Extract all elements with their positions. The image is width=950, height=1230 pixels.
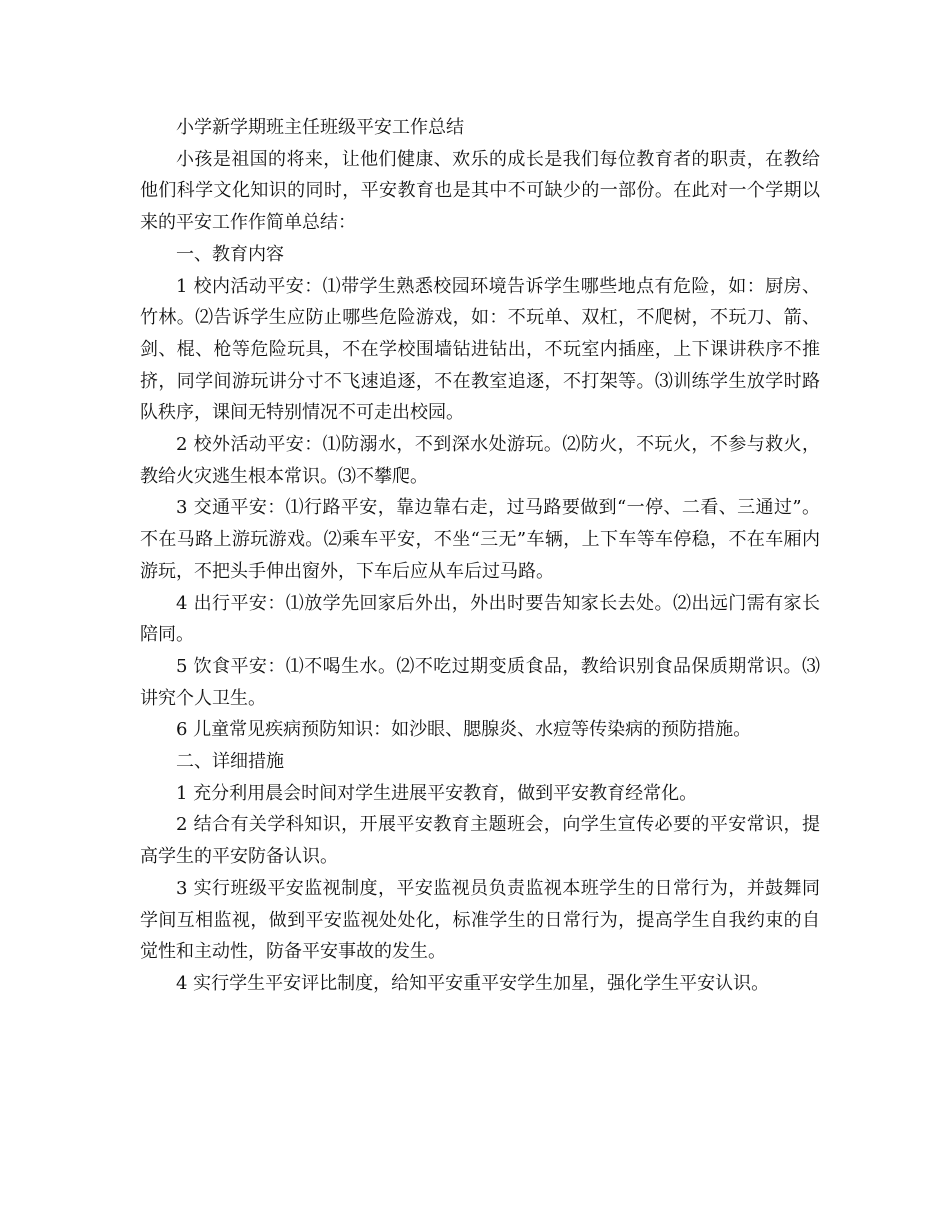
- document-title: 小学新学期班主任班级平安工作总结: [176, 117, 464, 138]
- paragraph-measure-2: 2 结合有关学科知识，开展平安教育主题班会，向学生宣传必要的平安常识，提高学生的平安防备认识。: [140, 814, 820, 868]
- paragraph-campus-safety: 1 校内活动平安：⑴带学生熟悉校园环境告诉学生哪些地点有危险，如：厨房、竹林。⑵告诉学生应防止哪些危险游戏，如：不玩单、双杠，不爬树，不玩刀、箭、剑、棍、枪等危险玩具，不在学校围墙钻进钻出，不玩室内插座，上下课讲秩序不推挤，同学间游玩讲分寸不飞速追逐，不在教室追逐，不打架等。⑶训练学生放学时路队秩序，课间无特别情况不可走出校园。: [140, 275, 820, 424]
- section-heading-measures: 二、详细措施: [176, 751, 284, 773]
- paragraph-food-safety: 5 饮食平安：⑴不喝生水。⑵不吃过期变质食品，教给识别食品保质期常识。⑶讲究个人卫生。: [140, 655, 820, 709]
- document-page: [140, 112, 820, 1000]
- paragraph-travel-safety: 4 出行平安：⑴放学先回家后外出，外出时要告知家长去处。⑵出远门需有家长陪同。: [140, 592, 820, 646]
- paragraph-measure-3: 3 实行班级平安监视制度，平安监视员负责监视本班学生的日常行为，并鼓舞同学间互相监视，做到平安监视处处化，标准学生的日常行为，提高学生自我约束的自觉性和主动性，防备平安事故的发生。: [140, 877, 820, 963]
- paragraph-traffic-safety: 3 交通平安：⑴行路平安，靠边靠右走，过马路要做到“一停、二看、三通过”。不在马路上游玩游戏。⑵乘车平安，不坐“三无”车辆，上下车等车停稳，不在车厢内游玩，不把头手伸出窗外，下车后应从车后过马路。: [140, 497, 820, 582]
- paragraph-disease-prevention: 6 儿童常见疾病预防知识：如沙眼、腮腺炎、水痘等传染病的预防措施。: [176, 719, 752, 741]
- paragraph-intro: 小孩是祖国的将来，让他们健康、欢乐的成长是我们每位教育者的职责，在教给他们科学文化知识的同时，平安教育也是其中不可缺少的一部份。在此对一个学期以来的平安工作作简单总结：: [140, 148, 820, 234]
- paragraph-measure-1: 1 充分利用晨会时间对学生进展平安教育，做到平安教育经常化。: [176, 782, 698, 804]
- section-heading-education-content: 一、教育内容: [176, 243, 284, 265]
- paragraph-measure-4: 4 实行学生平安评比制度，给知平安重平安学生加星，强化学生平安认识。: [176, 972, 770, 994]
- paragraph-outdoor-safety: 2 校外活动平安：⑴防溺水，不到深水处游玩。⑵防火，不玩火，不参与救火，教给火灾逃生根本常识。⑶不攀爬。: [140, 434, 820, 487]
